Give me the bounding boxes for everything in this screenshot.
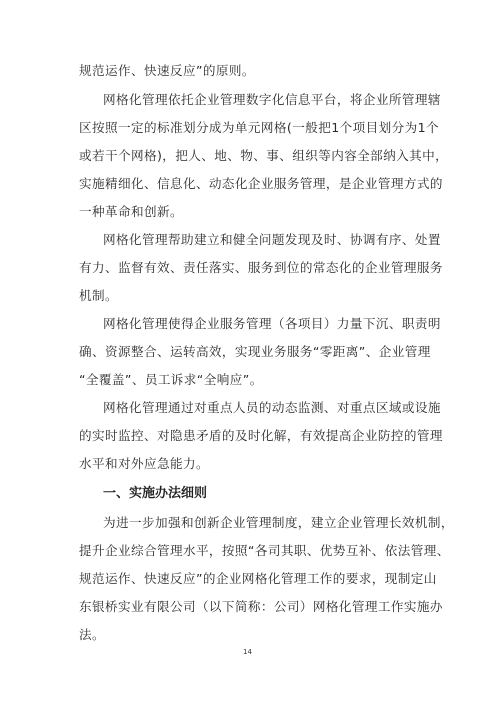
paragraph-line: 为进一步加强和创新企业管理制度，建立企业管理长效机制， [103, 515, 454, 530]
paragraph-line: 或若干个网格)，把人、地、物、事、组织等内容全部纳入其中， [79, 148, 449, 163]
paragraph-line: 实施精细化、信息化、动态化企业服务管理，是企业管理方式的 [79, 176, 443, 191]
paragraph-line: “全覆盖”、员工诉求“全响应”。 [79, 372, 263, 387]
paragraph-line: 的实时监控、对隐患矛盾的及时化解，有效提高企业防控的管理 [79, 428, 443, 443]
paragraph-line: 网格化管理通过对重点人员的动态监测、对重点区域或设施 [103, 400, 441, 415]
paragraph-line: 水平和对外应急能力。 [79, 456, 209, 471]
paragraph-line: 机制。 [79, 288, 118, 303]
paragraph-line: 法。 [79, 627, 105, 642]
section-heading: 一、实施办法细则 [103, 486, 208, 501]
paragraph-line: 一种革命和创新。 [79, 204, 183, 219]
paragraph-line: 网格化管理使得企业服务管理（各项目）力量下沉、职责明 [103, 316, 441, 331]
paragraph-line: 规范运作、快速反应”的原则。 [79, 63, 255, 78]
paragraph-line: 网格化管理帮助建立和健全问题发现及时、协调有序、处置 [103, 232, 441, 247]
paragraph-line: 东银桥实业有限公司（以下简称：公司）网格化管理工作实施办 [79, 599, 443, 614]
paragraph-line: 提升企业综合管理水平，按照“各司其职、优势互补、依法管理、 [79, 543, 450, 558]
page-number: 14 [243, 648, 252, 656]
paragraph-line: 确、资源整合、运转高效，实现业务服务“零距离”、企业管理 [79, 344, 431, 359]
paragraph-line: 区按照一定的标准划分成为单元网格(一般把1个项目划分为1个 [79, 120, 439, 135]
paragraph-line: 有力、监督有效、责任落实、服务到位的常态化的企业管理服务 [79, 260, 443, 275]
paragraph-line: 网格化管理依托企业管理数字化信息平台，将企业所管理辖 [103, 92, 441, 107]
paragraph-line: 规范运作、快速反应”的企业网格化管理工作的要求，现制定山 [79, 571, 437, 586]
